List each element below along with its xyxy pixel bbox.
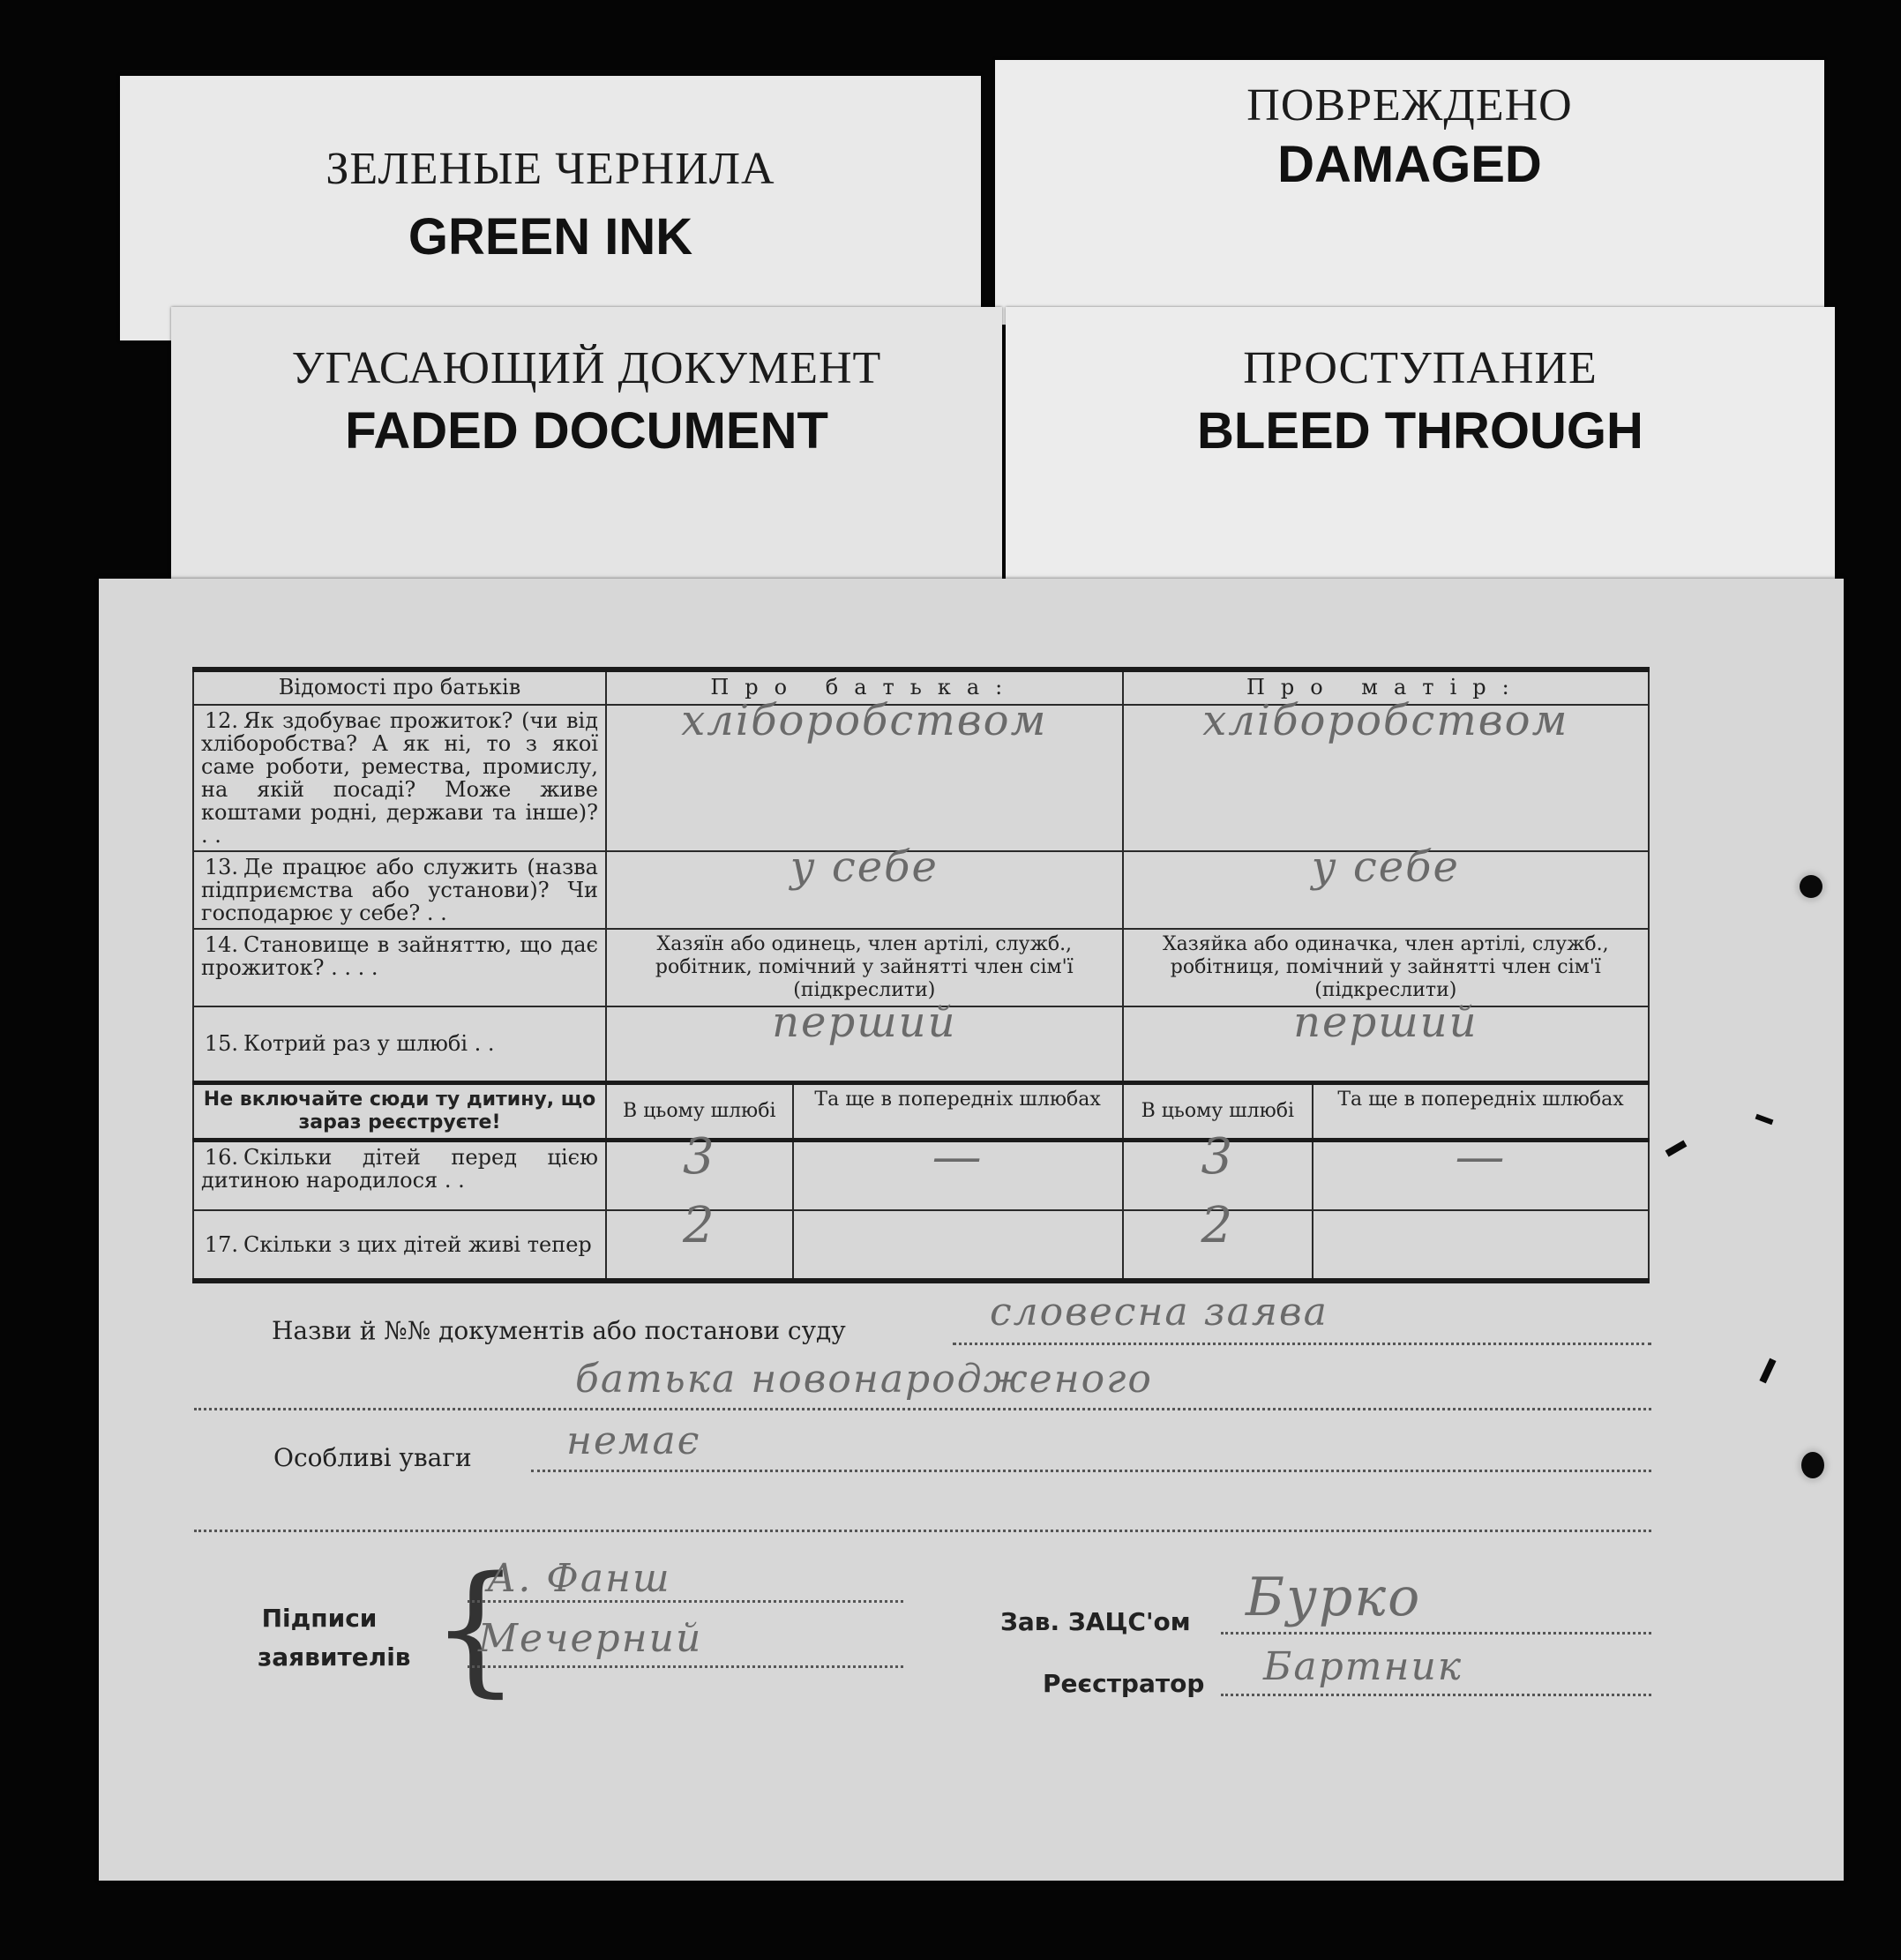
question-16-text: Скільки дітей перед цією дитиною народилося . . — [201, 1144, 598, 1193]
registrar-signature-line — [1221, 1694, 1651, 1696]
documents-line-1 — [953, 1343, 1651, 1345]
father-prev-marriages-header: Та ще в попередніх шлюбах — [793, 1082, 1123, 1140]
question-14 — [193, 929, 606, 1006]
punch-hole-lower — [1801, 1452, 1824, 1478]
q16-mother-prev: — — [1313, 1140, 1649, 1210]
head-label: Зав. ЗАЦС'ом — [1000, 1607, 1191, 1636]
q15-father-answer: перший — [606, 1006, 1123, 1082]
notes-line-2 — [194, 1530, 1651, 1532]
notes-value: немає — [566, 1418, 701, 1463]
registrar-label: Реєстратор — [1043, 1669, 1205, 1698]
q12-mother-answer: хліборобством — [1123, 705, 1649, 851]
bleed-label-en: BLEED THROUGH — [1197, 402, 1643, 460]
question-14-number: 14. — [204, 932, 238, 957]
faded-document-target-card — [171, 307, 1002, 580]
punch-hole-upper — [1800, 875, 1822, 898]
documents-value-2: батька новонародженого — [575, 1357, 1153, 1402]
documents-line-2 — [194, 1408, 1651, 1410]
signatures-label-1: Підписи — [261, 1604, 378, 1633]
registration-form-sheet — [99, 579, 1844, 1881]
damaged-target-card — [995, 60, 1824, 325]
q17-father-prev — [793, 1210, 1123, 1281]
header-about-mother: Про матір: — [1123, 670, 1649, 705]
green-ink-target-card — [120, 76, 981, 340]
question-12-text: Як здобуває прожиток? (чи від хліборобства? А як ні, то з якої саме роботи, ремества, промислу, на якій посаді? Може живе коштами родні, держави та інше)? . . — [201, 708, 598, 848]
father-this-marriage-header: В цьому шлюбі — [606, 1082, 793, 1140]
q16-mother-this: 3 — [1123, 1140, 1313, 1210]
q17-mother-prev — [1313, 1210, 1649, 1281]
faded-label-en: FADED DOCUMENT — [345, 402, 828, 460]
documents-label: Назви й №№ документів або постанови суду — [272, 1316, 846, 1345]
question-16-number: 16. — [204, 1144, 238, 1170]
q17-father-this: 2 — [606, 1210, 793, 1281]
question-13-text: Де працює або служить (назва підприємства або установи)? Чи господарює у себе? . . — [201, 855, 598, 925]
question-13 — [193, 851, 606, 929]
question-14-text: Становище в зайняттю, що дає прожиток? . . . . — [201, 932, 598, 980]
q16-father-prev: — — [793, 1140, 1123, 1210]
question-17-text: Скільки з цих дітей живі тепер — [243, 1232, 592, 1257]
question-17-number: 17. — [204, 1232, 238, 1257]
question-15-text: Котрий раз у шлюбі . . — [243, 1031, 495, 1057]
children-warning: Не включайте сюди ту дитину, що зараз реєструєте! — [193, 1082, 606, 1140]
q17-mother-this: 2 — [1123, 1210, 1313, 1281]
question-13-number: 13. — [204, 855, 238, 879]
signatures-brace: { — [430, 1545, 520, 1710]
q13-father-answer: у себе — [606, 851, 1123, 929]
applicant-signature-1: А. Фанш — [487, 1556, 671, 1601]
question-17 — [193, 1210, 606, 1281]
head-signature: Бурко — [1246, 1567, 1422, 1628]
question-12-number: 12. — [204, 708, 238, 733]
question-15-number: 15. — [204, 1031, 238, 1057]
mother-this-marriage-header: В цьому шлюбі — [1123, 1082, 1313, 1140]
q14-mother-options: Хазяйка або одиначка, член артілі, служб., робітниця, помічний у зайнятті член сім'ї (підкреслити) — [1123, 929, 1649, 1006]
q15-mother-answer: перший — [1123, 1006, 1649, 1082]
q13-mother-answer: у себе — [1123, 851, 1649, 929]
bleed-label-ru: ПРОСТУПАНИЕ — [1243, 343, 1598, 393]
documents-value-1: словесна заява — [990, 1290, 1328, 1335]
mother-prev-marriages-header: Та ще в попередніх шлюбах — [1313, 1082, 1649, 1140]
tear-mark-1 — [1665, 1141, 1688, 1157]
signature-line-2 — [468, 1665, 903, 1668]
head-signature-line — [1221, 1632, 1651, 1635]
applicant-signature-2: Мечерний — [478, 1616, 703, 1661]
parents-info-table — [192, 667, 1650, 1283]
question-16 — [193, 1140, 606, 1210]
q16-father-this: 3 — [606, 1140, 793, 1210]
header-about-father: Про батька: — [606, 670, 1123, 705]
green-ink-label-en: GREEN INK — [408, 208, 693, 266]
header-parents-info: Відомості про батьків — [193, 670, 606, 705]
q12-father-answer: хліборобством — [606, 705, 1123, 851]
registrar-signature: Бартник — [1263, 1644, 1463, 1689]
green-ink-label-ru: ЗЕЛЕНЫЕ ЧЕРНИЛА — [326, 144, 775, 194]
bleed-through-target-card — [1006, 307, 1835, 580]
damaged-label-en: DAMAGED — [1277, 136, 1542, 193]
question-12 — [193, 705, 606, 851]
tear-mark-3 — [1759, 1358, 1776, 1384]
tear-mark-2 — [1755, 1114, 1774, 1125]
notes-label: Особливі уваги — [273, 1443, 472, 1472]
signatures-label-2: заявителів — [258, 1642, 411, 1672]
notes-line-1 — [531, 1470, 1651, 1472]
damaged-label-ru: ПОВРЕЖДЕНО — [1246, 80, 1573, 131]
q14-father-options: Хазяїн або одинець, член артілі, служб., робітник, помічний у зайнятті член сім'ї (підкреслити) — [606, 929, 1123, 1006]
faded-label-ru: УГАСАЮЩИЙ ДОКУМЕНТ — [291, 343, 882, 393]
question-15 — [193, 1006, 606, 1082]
